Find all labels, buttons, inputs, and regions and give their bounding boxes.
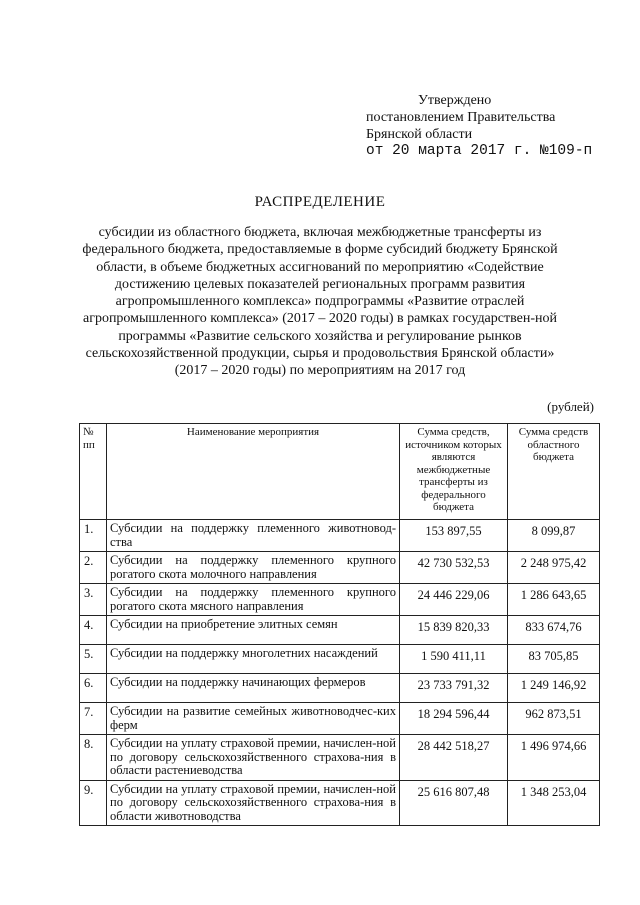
table-row xyxy=(80,616,600,645)
row-name: Субсидии на уплату страховой премии, начислен-ной по договору сельскохозяйственного страхова-ния в области животноводства xyxy=(107,780,400,826)
row-name: Субсидии на уплату страховой премии, начислен-ной по договору сельскохозяйственного страхова-ния в области растениеводства xyxy=(107,735,400,781)
table-row xyxy=(80,645,600,674)
row-federal-amount: 42 730 532,53 xyxy=(400,552,508,584)
header-federal: Сумма средств, источником которых являются межбюджетные трансферты из федерального бюджета xyxy=(400,424,508,520)
row-num: 3. xyxy=(80,584,107,616)
row-regional-amount: 2 248 975,42 xyxy=(508,552,600,584)
row-federal-amount: 23 733 791,32 xyxy=(400,674,508,703)
table-row xyxy=(80,780,600,826)
row-federal-amount: 18 294 596,44 xyxy=(400,703,508,735)
row-num: 1. xyxy=(80,520,107,552)
row-num: 9. xyxy=(80,780,107,826)
header-name: Наименование мероприятия xyxy=(107,424,400,520)
table-header-row xyxy=(80,424,600,520)
table-row xyxy=(80,584,600,616)
approval-line-1: Утверждено xyxy=(418,93,492,108)
row-num: 4. xyxy=(80,616,107,645)
row-federal-amount: 1 590 411,11 xyxy=(400,645,508,674)
table-row xyxy=(80,703,600,735)
row-name: Субсидии на поддержку племенного крупного рогатого скота мясного направления xyxy=(107,584,400,616)
row-federal-amount: 24 446 229,06 xyxy=(400,584,508,616)
header-num: № пп xyxy=(80,424,107,520)
row-name: Субсидии на поддержку племенного крупного рогатого скота молочного направления xyxy=(107,552,400,584)
row-num: 7. xyxy=(80,703,107,735)
row-name: Субсидии на поддержку начинающих фермеров xyxy=(107,674,400,703)
row-num: 5. xyxy=(80,645,107,674)
approval-line-3: Брянской области xyxy=(366,127,473,142)
row-regional-amount: 833 674,76 xyxy=(508,616,600,645)
row-name: Субсидии на поддержку племенного животновод-ства xyxy=(107,520,400,552)
row-num: 2. xyxy=(80,552,107,584)
row-federal-amount: 153 897,55 xyxy=(400,520,508,552)
table-body xyxy=(80,520,600,826)
row-federal-amount: 15 839 820,33 xyxy=(400,616,508,645)
row-regional-amount: 1 249 146,92 xyxy=(508,674,600,703)
subsidy-table xyxy=(79,423,600,826)
row-regional-amount: 83 705,85 xyxy=(508,645,600,674)
header-regional: Сумма средств областного бюджета xyxy=(508,424,600,520)
row-name: Субсидии на развитие семейных животноводчес-ких ферм xyxy=(107,703,400,735)
row-name: Субсидии на приобретение элитных семян xyxy=(107,616,400,645)
row-federal-amount: 25 616 807,48 xyxy=(400,780,508,826)
table-row xyxy=(80,520,600,552)
row-regional-amount: 1 496 974,66 xyxy=(508,735,600,781)
units-label: (рублей) xyxy=(547,399,594,414)
table-row xyxy=(80,735,600,781)
approval-date: от 20 марта 2017 г. №109-п xyxy=(366,143,593,159)
document-title: РАСПРЕДЕЛЕНИЕ xyxy=(254,194,386,210)
row-regional-amount: 8 099,87 xyxy=(508,520,600,552)
approval-block xyxy=(366,92,592,160)
document-description: субсидии из областного бюджета, включая межбюджетные трансферты из федерального бюджета, предоставляемые в форме субсидий бюджету Брянской области, в объеме бюджетных ассигнований по мероприятию «Содействие достижению целевых показателей региональных программ развития агропромышленного комплекса» подпрограммы «Развитие отраслей агропромышленного комплекса» (2017 – 2020 годы) в рамках государствен-ной программы «Развитие сельского хозяйства и регулирование рынков сельскохозяйственной продукции, сырья и продовольствия Брянской области» (2017 – 2020 годы) по мероприятиям на 2017 год xyxy=(82,225,558,379)
row-num: 6. xyxy=(80,674,107,703)
table-row xyxy=(80,552,600,584)
approval-line-2: постановлением Правительства xyxy=(366,110,556,125)
row-regional-amount: 1 348 253,04 xyxy=(508,780,600,826)
row-name: Субсидии на поддержку многолетних насаждений xyxy=(107,645,400,674)
row-num: 8. xyxy=(80,735,107,781)
row-regional-amount: 962 873,51 xyxy=(508,703,600,735)
table-row xyxy=(80,674,600,703)
row-regional-amount: 1 286 643,65 xyxy=(508,584,600,616)
row-federal-amount: 28 442 518,27 xyxy=(400,735,508,781)
